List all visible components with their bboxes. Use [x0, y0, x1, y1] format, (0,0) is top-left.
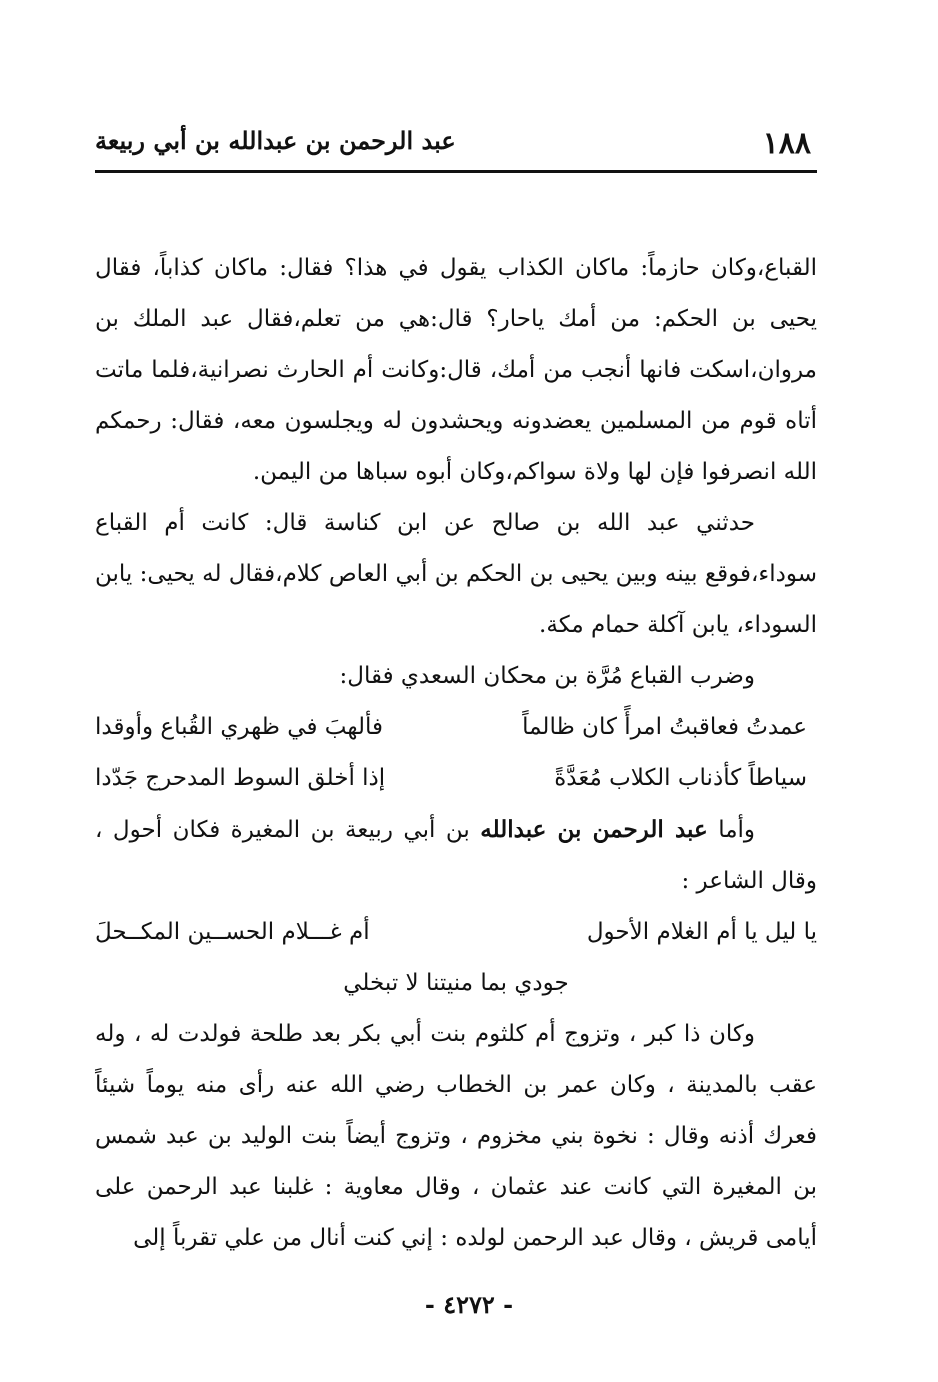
paragraph-2: حدثني عبد الله بن صالح عن ابن كناسة قال: كانت أم القباع سوداء،فوقع بينه وبين يحيى بن الحكم بن أبي العاص كلام،فقال له يحيى: يابن السوداء، يابن آكلة حمام مكة. [95, 510, 817, 638]
paragraph-1: القباع،وكان حازماً: ماكان الكذاب يقول في هذا؟ فقال: ماكان كذاباً، فقال يحيى بن الحكم: من أمك ياحار؟ قال:هي من تعلم،فقال عبد الملك بن مروان،اسكت فانها أنجب من أمك، قال:وكانت أم الحارث نصرانية،فلما ماتت أتاه قوم من المسلمين يعضدونه ويحشدون له ويجلسون معه، فقال: رحمكم الله انصرفوا فإن لها ولاة سواكم،وكان أبوه سباها من اليمن. [95, 255, 817, 485]
page-number: ١٨٨ [762, 126, 811, 161]
page-body [95, 243, 817, 1264]
paragraph-4-name: عبد الرحمن بن عبدالله [480, 816, 708, 843]
verse-line-1 [95, 702, 817, 753]
paragraph-4-lead: وأما [718, 817, 756, 843]
verse-2-first-hemistich: سياطاً كأذناب الكلاب مُعَدَّةً [554, 765, 807, 791]
verse-2-second-hemistich: إذا أخلق السوط المدحرج جَدّدا [95, 765, 386, 791]
verse-line-2 [95, 753, 817, 804]
running-title: عبد الرحمن بن عبدالله بن أبي ربيعة [95, 126, 456, 155]
paragraph-4-rest: بن أبي ربيعة بن المغيرة فكان أحول ، وقال الشاعر : [95, 817, 817, 894]
verse-1-first-hemistich: عمدتُ فعاقبتُ امرأً كان ظالماً [522, 714, 807, 740]
verse-3-second-hemistich: أم غـــلام الحســين المكــحلَ [95, 919, 370, 945]
verse-line-4: جودي بما منيتنا لا تبخلي [343, 970, 569, 996]
paragraph-5: وكان ذا كبر ، وتزوج أم كلثوم بنت أبي بكر بعد طلحة فولدت له ، وله عقب بالمدينة ، وكان عمر بن الخطاب رضي الله عنه رأى منه يوماً شيئاً فعرك أذنه وقال : نخوة بني مخزوم ، وتزوج أيضاً بنت الوليد بن عبد شمس بن المغيرة التي كانت عند عثمان ، وقال معاوية : غلبنا عبد الرحمن على أيامى قريش ، وقال عبد الرحمن لولده : إني كنت أنال من علي تقرباً إلى [95, 1021, 817, 1251]
paragraph-4 [95, 804, 817, 907]
paragraph-3: وضرب القباع مُرَّة بن محكان السعدي فقال: [339, 663, 755, 689]
header-rule [95, 170, 817, 173]
verse-line-3 [95, 907, 817, 958]
page-footer-code: - ٤٢٧٢ - [424, 1290, 514, 1319]
verse-3-first-hemistich: يا ليل يا أم الغلام الأحول [586, 919, 817, 945]
verse-1-second-hemistich: فألهبَ في ظهري القُباع وأوقدا [95, 714, 383, 740]
page-header [95, 126, 817, 170]
